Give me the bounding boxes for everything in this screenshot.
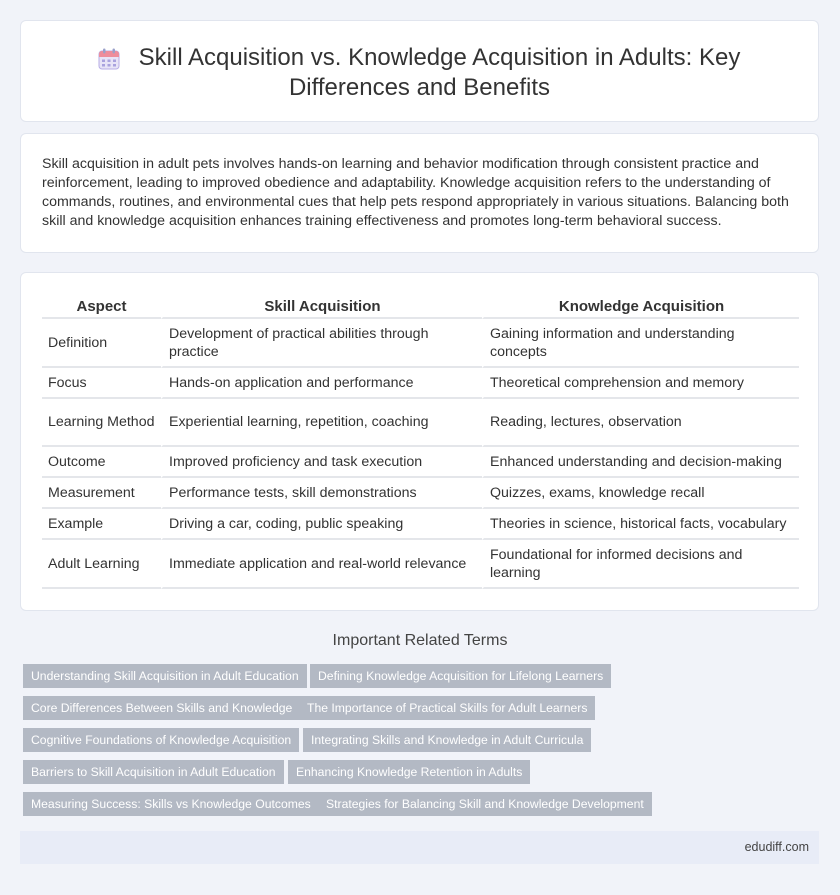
table-row (42, 319, 799, 368)
related-term-tag[interactable]: Cognitive Foundations of Knowledge Acquisition (23, 728, 299, 752)
cell-knowledge: Enhanced understanding and decision-making (482, 447, 799, 478)
table-row (42, 399, 799, 447)
header-skill-acquisition: Skill Acquisition (161, 295, 482, 319)
comparison-table-card (20, 272, 819, 611)
related-term-tag[interactable]: Understanding Skill Acquisition in Adult Education (23, 664, 307, 688)
cell-aspect: Adult Learning (42, 540, 161, 589)
related-terms-heading: Important Related Terms (332, 632, 508, 649)
cell-knowledge: Gaining information and understanding concepts (482, 319, 799, 368)
related-term-tag[interactable]: Enhancing Knowledge Retention in Adults (288, 760, 530, 784)
table-row (42, 540, 799, 589)
cell-skill: Immediate application and real-world relevance (161, 540, 482, 589)
title-card (20, 20, 819, 122)
cell-aspect: Outcome (42, 447, 161, 478)
cell-aspect: Measurement (42, 478, 161, 509)
related-term-tag[interactable]: Defining Knowledge Acquisition for Lifelong Learners (310, 664, 611, 688)
cell-knowledge: Theories in science, historical facts, vocabulary (482, 509, 799, 540)
header-aspect: Aspect (42, 295, 161, 319)
cell-skill: Performance tests, skill demonstrations (161, 478, 482, 509)
table-row (42, 368, 799, 399)
intro-card (20, 133, 819, 253)
page-title-line-2: Differences and Benefits (288, 74, 551, 101)
footer-site-link[interactable]: edudiff.com (744, 840, 809, 854)
related-term-tag[interactable]: Measuring Success: Skills vs Knowledge Outcomes (23, 792, 319, 816)
table-row (42, 478, 799, 509)
intro-paragraph: Skill acquisition in adult pets involves hands-on learning and behavior modification through consistent practice and reinforcement, leading to improved obedience and adaptability. Knowledge acquisition refers to the understanding of commands, routines, and environmental cues that help pets respond appropriately in various situations. Balancing both skill and knowledge acquisition enhances training effectiveness and promotes long-term behavioral success. (42, 156, 789, 229)
table-row (42, 509, 799, 540)
cell-aspect: Learning Method (42, 399, 161, 447)
cell-skill: Development of practical abilities through practice (161, 319, 482, 368)
cell-aspect: Example (42, 509, 161, 540)
cell-skill: Hands-on application and performance (161, 368, 482, 399)
table-row (42, 447, 799, 478)
page-title (21, 43, 818, 103)
footer (20, 831, 819, 864)
related-term-tag[interactable]: Barriers to Skill Acquisition in Adult Education (23, 760, 284, 784)
cell-knowledge: Theoretical comprehension and memory (482, 368, 799, 399)
page-title-line-1: Skill Acquisition vs. Knowledge Acquisition in Adults: Key (138, 44, 741, 71)
header-knowledge-acquisition: Knowledge Acquisition (482, 295, 799, 319)
cell-skill: Experiential learning, repetition, coaching (161, 399, 482, 447)
cell-skill: Driving a car, coding, public speaking (161, 509, 482, 540)
cell-knowledge: Foundational for informed decisions and learning (482, 540, 799, 589)
cell-aspect: Definition (42, 319, 161, 368)
cell-skill: Improved proficiency and task execution (161, 447, 482, 478)
cell-knowledge: Quizzes, exams, knowledge recall (482, 478, 799, 509)
related-term-tag[interactable]: Integrating Skills and Knowledge in Adult Curricula (303, 728, 591, 752)
related-term-tag[interactable]: The Importance of Practical Skills for Adult Learners (299, 696, 595, 720)
related-term-tag[interactable]: Strategies for Balancing Skill and Knowledge Development (318, 792, 652, 816)
related-term-tag[interactable]: Core Differences Between Skills and Knowledge (23, 696, 300, 720)
table-header-row (42, 295, 799, 319)
comparison-table (42, 295, 799, 589)
cell-aspect: Focus (42, 368, 161, 399)
cell-knowledge: Reading, lectures, observation (482, 399, 799, 447)
